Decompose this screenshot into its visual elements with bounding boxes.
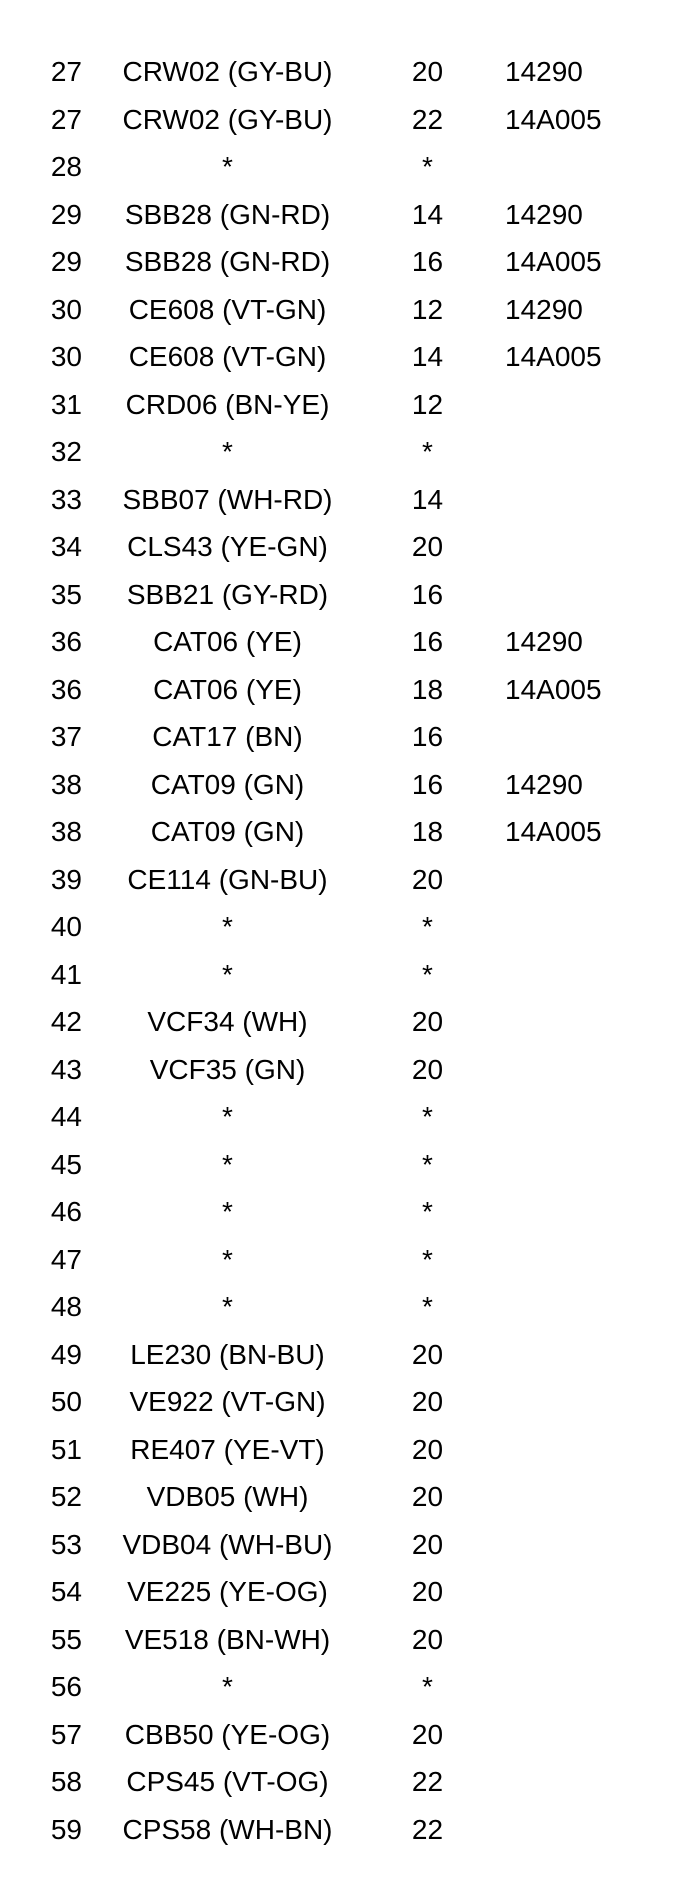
wire-gauge: 20 — [411, 1718, 444, 1750]
circuit-color: LE230 (BN-BU) — [130, 1338, 325, 1370]
circuit-color: SBB28 (GN-RD) — [124, 246, 331, 277]
circuit-color: * — [222, 1243, 233, 1275]
harness-part: 14A005 — [505, 246, 602, 277]
circuit-color: CE608 (VT-GN) — [128, 341, 327, 372]
harness-part: 14290 — [505, 56, 583, 87]
pin-number: 27 — [50, 103, 82, 135]
circuit-color: CAT17 (BN) — [152, 721, 303, 752]
circuit-color: VCF34 (WH) — [147, 1006, 308, 1037]
pin-number: 55 — [50, 1623, 82, 1655]
wire-gauge: * — [422, 1196, 433, 1227]
wire-gauge: 14 — [411, 198, 444, 230]
table-row — [0, 428, 693, 476]
table-row — [0, 1426, 693, 1474]
pin-number: 50 — [50, 1386, 82, 1417]
circuit-color: * — [222, 1101, 233, 1132]
table-row — [0, 666, 693, 714]
circuit-color: VCF35 (GN) — [149, 1053, 306, 1085]
wire-gauge: 14 — [411, 341, 444, 372]
circuit-color: RE407 (YE-VT) — [130, 1433, 325, 1465]
table-row — [0, 618, 693, 666]
circuit-color: VDB05 (WH) — [146, 1481, 309, 1512]
circuit-color: CRW02 (GY-BU) — [122, 103, 333, 135]
wire-gauge: 20 — [411, 1053, 444, 1085]
pin-number: 49 — [50, 1338, 82, 1370]
pin-number: 37 — [50, 721, 82, 752]
circuit-color: SBB07 (WH-RD) — [122, 483, 333, 515]
circuit-color: * — [222, 958, 233, 990]
wire-gauge: 20 — [411, 1528, 444, 1560]
pin-number: 52 — [50, 1481, 82, 1512]
wire-gauge: 12 — [411, 388, 444, 420]
circuit-color: CE608 (VT-GN) — [128, 293, 327, 325]
wire-gauge: 22 — [411, 1766, 444, 1797]
wire-gauge: * — [422, 958, 433, 990]
pin-number: 27 — [50, 56, 82, 87]
table-row — [0, 143, 693, 191]
table-row — [0, 1331, 693, 1379]
circuit-color: VDB04 (WH-BU) — [122, 1528, 333, 1560]
harness-part: 14290 — [505, 198, 583, 230]
table-row — [0, 713, 693, 761]
wire-gauge: * — [422, 1671, 433, 1702]
table-row — [0, 998, 693, 1046]
pin-number: 38 — [50, 768, 82, 800]
table-row — [0, 238, 693, 286]
pin-number: 44 — [50, 1101, 82, 1132]
circuit-color: * — [222, 1196, 233, 1227]
pin-number: 43 — [50, 1053, 82, 1085]
table-row — [0, 1473, 693, 1521]
table-row — [0, 286, 693, 334]
circuit-color: CBB50 (YE-OG) — [124, 1718, 331, 1750]
circuit-color: SBB21 (GY-RD) — [126, 578, 329, 610]
pin-number: 59 — [50, 1813, 82, 1845]
wire-gauge: * — [422, 911, 433, 942]
table-row — [0, 856, 693, 904]
table-row — [0, 761, 693, 809]
wire-gauge: 14 — [411, 483, 444, 515]
wire-gauge: 20 — [411, 1623, 444, 1655]
pin-number: 46 — [50, 1196, 82, 1227]
circuit-color: CAT06 (YE) — [153, 626, 302, 657]
wire-gauge: 20 — [411, 1386, 444, 1417]
table-row — [0, 571, 693, 619]
wire-gauge: 20 — [411, 1006, 444, 1037]
wire-gauge: 16 — [411, 578, 444, 610]
circuit-color: SBB28 (GN-RD) — [124, 198, 331, 230]
pin-number: 39 — [50, 863, 82, 895]
pin-number: 31 — [50, 388, 82, 420]
table-row — [0, 1093, 693, 1141]
wire-gauge: 16 — [411, 768, 444, 800]
wire-gauge: * — [422, 1101, 433, 1132]
pin-number: 41 — [50, 958, 82, 990]
harness-part: 14290 — [505, 768, 583, 800]
harness-part: 14A005 — [505, 103, 602, 135]
table-row — [0, 1188, 693, 1236]
pin-number: 54 — [50, 1576, 82, 1607]
circuit-color: CAT06 (YE) — [153, 673, 302, 705]
table-row — [0, 333, 693, 381]
wire-gauge: * — [422, 1291, 433, 1322]
pin-number: 36 — [50, 626, 82, 657]
wire-gauge: 20 — [411, 1481, 444, 1512]
wire-gauge: 12 — [411, 293, 444, 325]
table-row — [0, 1236, 693, 1284]
pin-number: 38 — [50, 816, 82, 847]
table-row — [0, 1806, 693, 1854]
table-row — [0, 1616, 693, 1664]
table-row — [0, 523, 693, 571]
table-row — [0, 1378, 693, 1426]
harness-part: 14A005 — [505, 341, 602, 372]
circuit-color: * — [222, 1291, 233, 1322]
circuit-color: VE225 (YE-OG) — [127, 1576, 328, 1607]
table-row — [0, 1568, 693, 1616]
wire-gauge: 16 — [411, 721, 444, 752]
wire-gauge: 20 — [411, 863, 444, 895]
circuit-color: * — [222, 151, 233, 182]
wire-gauge: 20 — [411, 1338, 444, 1370]
wire-gauge: 22 — [411, 1813, 444, 1845]
wire-gauge: 20 — [411, 531, 444, 562]
circuit-color: CE114 (GN-BU) — [127, 863, 328, 895]
pin-number: 40 — [50, 911, 82, 942]
circuit-color: * — [222, 436, 233, 467]
wire-gauge: 18 — [411, 816, 444, 847]
circuit-color: CAT09 (GN) — [150, 816, 305, 847]
circuit-color: CPS58 (WH-BN) — [122, 1813, 333, 1845]
circuit-color: CAT09 (GN) — [150, 768, 305, 800]
circuit-color: * — [222, 911, 233, 942]
table-row — [0, 808, 693, 856]
pin-number: 51 — [50, 1433, 82, 1465]
table-row — [0, 1758, 693, 1806]
pin-number: 53 — [50, 1528, 82, 1560]
pin-number: 48 — [50, 1291, 82, 1322]
pin-number: 57 — [50, 1718, 82, 1750]
pin-number: 47 — [50, 1243, 82, 1275]
table-row — [0, 1521, 693, 1569]
pin-number: 34 — [50, 531, 82, 562]
pin-number: 58 — [50, 1766, 82, 1797]
table-row — [0, 1046, 693, 1094]
pin-number: 56 — [50, 1671, 82, 1702]
circuit-color: VE518 (BN-WH) — [124, 1623, 331, 1655]
table-row — [0, 48, 693, 96]
pin-number: 28 — [50, 151, 82, 182]
table-row — [0, 1711, 693, 1759]
harness-part: 14A005 — [505, 673, 602, 705]
table-row — [0, 96, 693, 144]
circuit-color: CLS43 (YE-GN) — [127, 531, 328, 562]
pin-number: 30 — [50, 341, 82, 372]
table-row — [0, 903, 693, 951]
wire-gauge: * — [422, 436, 433, 467]
wire-gauge: 16 — [411, 246, 444, 277]
wire-gauge: * — [422, 151, 433, 182]
wire-gauge: 20 — [411, 56, 444, 87]
connector-pinout-table — [0, 48, 693, 1853]
table-row — [0, 1663, 693, 1711]
circuit-color: * — [222, 1671, 233, 1702]
pin-number: 29 — [50, 198, 82, 230]
wire-gauge: 18 — [411, 673, 444, 705]
circuit-color: * — [222, 1148, 233, 1180]
pin-number: 29 — [50, 246, 82, 277]
pin-number: 42 — [50, 1006, 82, 1037]
table-row — [0, 951, 693, 999]
wire-gauge: 20 — [411, 1433, 444, 1465]
pin-number: 32 — [50, 436, 82, 467]
wire-gauge: 16 — [411, 626, 444, 657]
table-row — [0, 1283, 693, 1331]
pin-number: 33 — [50, 483, 82, 515]
harness-part: 14290 — [505, 626, 583, 657]
circuit-color: CRD06 (BN-YE) — [125, 388, 330, 420]
pin-number: 35 — [50, 578, 82, 610]
circuit-color: CRW02 (GY-BU) — [122, 56, 333, 87]
table-row — [0, 381, 693, 429]
circuit-color: VE922 (VT-GN) — [129, 1386, 326, 1417]
table-row — [0, 476, 693, 524]
wire-gauge: 20 — [411, 1576, 444, 1607]
wire-gauge: * — [422, 1243, 433, 1275]
circuit-color: CPS45 (VT-OG) — [126, 1766, 329, 1797]
harness-part: 14290 — [505, 293, 583, 325]
pin-number: 30 — [50, 293, 82, 325]
harness-part: 14A005 — [505, 816, 602, 847]
wire-gauge: 22 — [411, 103, 444, 135]
wire-gauge: * — [422, 1148, 433, 1180]
pin-number: 36 — [50, 673, 82, 705]
table-row — [0, 1141, 693, 1189]
table-row — [0, 191, 693, 239]
pin-number: 45 — [50, 1148, 82, 1180]
